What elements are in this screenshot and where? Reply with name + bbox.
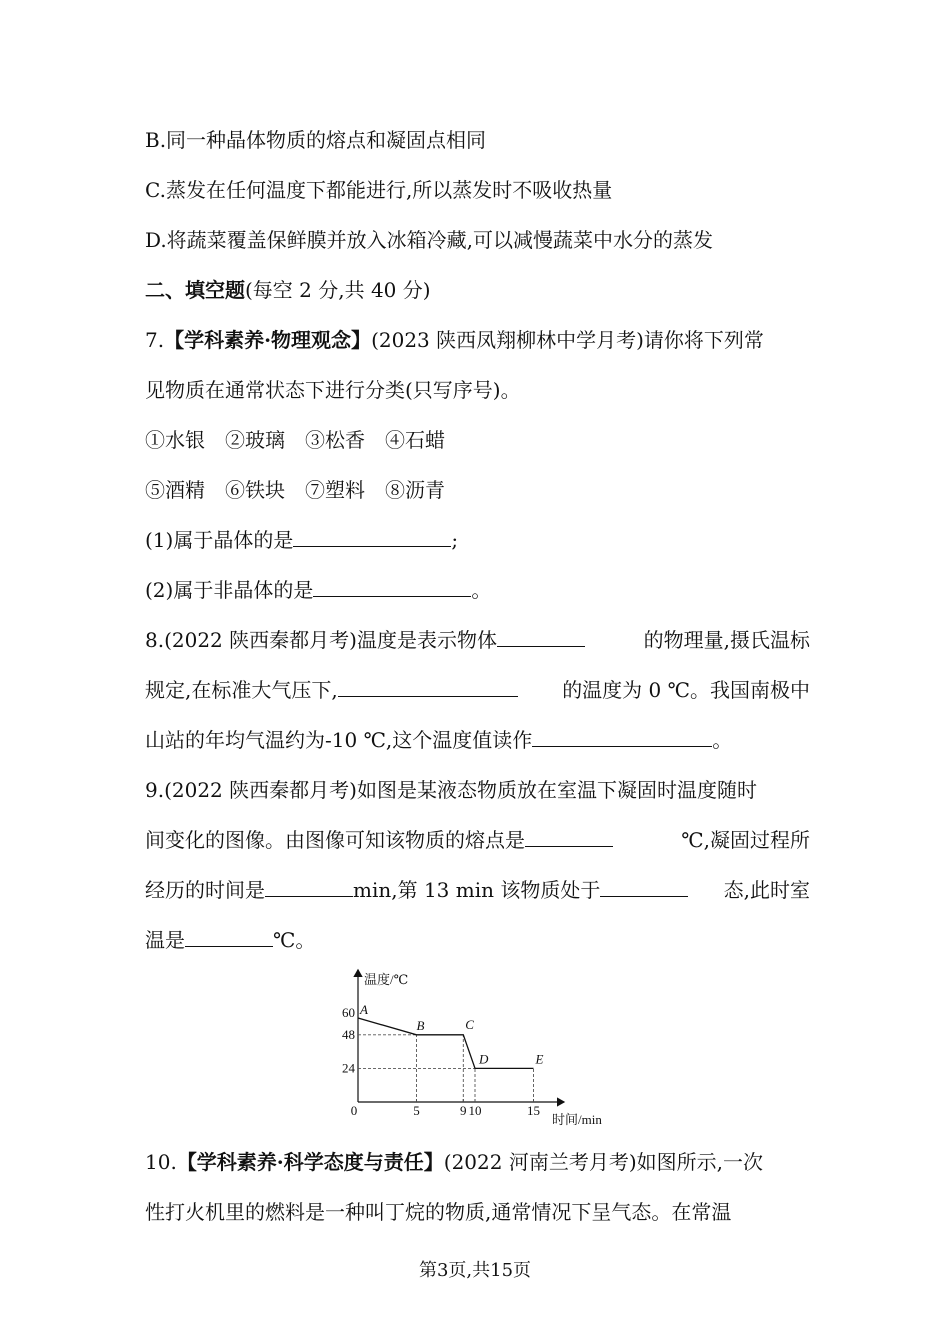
x-tick-label: 10 — [468, 1103, 482, 1118]
option-c: C.蒸发在任何温度下都能进行,所以蒸发时不吸收热量 — [145, 178, 613, 202]
q8-line1 — [145, 626, 810, 654]
q8-text: 的温度为 0 ℃。我国南极中 — [562, 678, 810, 702]
q7-tag: 【学科素养·物理观念】 — [164, 328, 372, 352]
q7-item: ⑦塑料 — [305, 478, 365, 502]
point-label-d: D — [479, 1051, 489, 1067]
q8-text: 规定,在标准大气压下, — [145, 678, 338, 702]
q9-line4 — [145, 926, 810, 954]
origin-label: 0 — [350, 1103, 358, 1118]
q10-tag: 【学科素养·科学态度与责任】 — [176, 1150, 444, 1174]
q9-line1: 9.(2022 陕西秦都月考)如图是某液态物质放在室温下凝固时温度随时 — [145, 778, 757, 802]
q9-text: 态,此时室 — [723, 878, 810, 902]
q7-number: 7. — [145, 328, 165, 352]
q7-item: ⑤酒精 — [145, 478, 205, 502]
section-note: (每空 2 分,共 40 分) — [245, 278, 431, 302]
x-tick-label: 15 — [527, 1103, 540, 1118]
q8-line2 — [145, 676, 810, 704]
answer-blank[interactable] — [338, 676, 518, 697]
q10-number: 10. — [145, 1150, 177, 1174]
answer-blank[interactable] — [525, 826, 613, 847]
answer-blank[interactable] — [293, 526, 451, 547]
y-tick-label: 24 — [342, 1060, 355, 1076]
q7-sub2 — [145, 576, 810, 604]
q7-item: ②玻璃 — [225, 428, 285, 452]
q8-text: 山站的年均气温约为-10 ℃,这个温度值读作 — [145, 728, 533, 752]
section-heading — [145, 276, 810, 304]
q7-items-row1 — [145, 426, 810, 454]
section-title: 二、填空题 — [145, 278, 245, 302]
answer-blank[interactable] — [497, 626, 585, 647]
answer-blank[interactable] — [313, 576, 471, 597]
q7-sub1-punct: ; — [451, 528, 459, 552]
q7-line1 — [145, 326, 810, 354]
answer-blank[interactable] — [265, 876, 353, 897]
q7-item: ④石蜡 — [385, 428, 445, 452]
q7-item: ①水银 — [145, 428, 205, 452]
point-label-e: E — [535, 1051, 544, 1067]
q9-text: min,第 13 min 该物质处于 — [353, 878, 601, 902]
q8-text: 的物理量,摄氏温标 — [643, 628, 810, 652]
q8-line3 — [145, 726, 810, 754]
x-axis-label: 时间/min — [552, 1112, 602, 1127]
q8-text: 8.(2022 陕西秦都月考)温度是表示物体 — [145, 628, 497, 652]
q9-line3 — [145, 876, 810, 904]
option-b: B.同一种晶体物质的熔点和凝固点相同 — [145, 128, 487, 152]
q9-line2 — [145, 826, 810, 854]
temperature-time-chart — [320, 962, 640, 1132]
q7-sub1 — [145, 526, 810, 554]
q9-text: 间变化的图像。由图像可知该物质的熔点是 — [145, 828, 525, 852]
page-footer: 第3页,共15页 — [418, 1260, 532, 1281]
q10-text1: (2022 河南兰考月考)如图所示,一次 — [443, 1150, 763, 1174]
x-tick-label: 5 — [413, 1103, 420, 1118]
point-label-b: B — [416, 1017, 425, 1033]
q7-sub2-punct: 。 — [471, 578, 492, 602]
answer-blank[interactable] — [185, 926, 273, 947]
q7-text1: (2023 陕西凤翔柳林中学月考)请你将下列常 — [371, 328, 764, 352]
q9-text: 温是 — [145, 928, 185, 952]
y-tick-label: 48 — [342, 1026, 355, 1042]
point-label-a: A — [360, 1002, 368, 1017]
answer-blank[interactable] — [600, 876, 688, 897]
q9-text: ℃。 — [273, 928, 316, 952]
q7-sub1-label: (1)属于晶体的是 — [145, 528, 294, 552]
q8-text: 。 — [712, 728, 733, 752]
q7-item: ⑧沥青 — [385, 478, 445, 502]
q9-text: 经历的时间是 — [145, 878, 265, 902]
y-axis-label: 温度/℃ — [364, 972, 409, 987]
q9-text: ℃,凝固过程所 — [681, 828, 810, 852]
option-d: D.将蔬菜覆盖保鲜膜并放入冰箱冷藏,可以减慢蔬菜中水分的蒸发 — [145, 228, 714, 252]
answer-blank[interactable] — [532, 726, 712, 747]
q7-item: ③松香 — [305, 428, 365, 452]
x-tick-label: 9 — [460, 1103, 467, 1118]
q7-line2: 见物质在通常状态下进行分类(只写序号)。 — [145, 378, 521, 402]
q7-items-row2 — [145, 476, 810, 504]
temperature-curve — [358, 1018, 534, 1068]
y-tick-label: 60 — [342, 1005, 355, 1020]
q10-line1 — [145, 1148, 810, 1176]
q10-line2: 性打火机里的燃料是一种叫丁烷的物质,通常情况下呈气态。在常温 — [145, 1200, 732, 1224]
q7-item: ⑥铁块 — [225, 478, 285, 502]
q7-sub2-label: (2)属于非晶体的是 — [145, 578, 314, 602]
point-label-c: C — [465, 1016, 474, 1032]
